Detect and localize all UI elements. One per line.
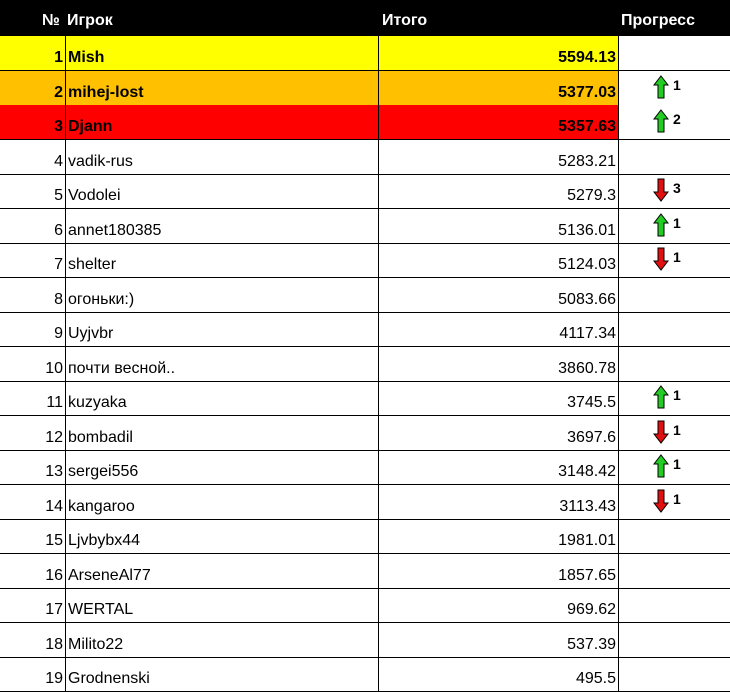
player-cell-text: Uyjvbr: [68, 325, 114, 342]
player-cell: [65, 554, 378, 588]
arrow-down-icon: [653, 420, 669, 444]
rank-cell-text: 11: [46, 394, 63, 411]
player-cell-text: shelter: [68, 256, 117, 273]
rank-cell-text: 14: [45, 498, 63, 515]
total-cell-text: 5124.03: [558, 256, 616, 273]
progress-value: 1: [673, 249, 681, 265]
progress-cell: [618, 105, 730, 139]
table-row: [0, 450, 730, 485]
table-row: [0, 588, 730, 623]
player-cell: [65, 278, 378, 312]
arrow-up-icon: [653, 109, 669, 133]
total-cell-text: 3745.5: [567, 394, 616, 411]
rank-cell: [0, 588, 65, 622]
player-cell-text: огоньки:): [68, 291, 135, 308]
player-cell-text: mihej-lost: [68, 84, 144, 101]
total-cell-text: 969.62: [567, 601, 616, 618]
arrow-up-icon: [653, 213, 669, 237]
total-cell-text: 5136.01: [558, 222, 616, 239]
rank-cell: [0, 243, 65, 277]
player-cell: [65, 174, 378, 208]
rank-cell-text: 2: [54, 84, 63, 101]
progress-cell: [618, 347, 730, 381]
total-cell: [378, 519, 618, 553]
player-cell: [65, 71, 378, 105]
player-cell-text: Ljvbybx44: [68, 532, 141, 549]
total-cell-text: 5083.66: [558, 291, 616, 308]
table-row: [0, 140, 730, 175]
table-row: [0, 71, 730, 106]
player-cell-text: vadik-rus: [68, 153, 133, 170]
rank-cell: [0, 174, 65, 208]
rank-cell-text: 8: [54, 291, 63, 308]
player-cell-text: Grodnenski: [68, 670, 150, 687]
progress-cell: [618, 588, 730, 622]
progress-value: 1: [673, 456, 681, 472]
rank-cell: [0, 416, 65, 450]
table-row: [0, 209, 730, 244]
rank-cell: [0, 519, 65, 553]
player-cell: [65, 36, 378, 70]
total-cell-text: 5377.03: [558, 84, 616, 101]
player-cell: [65, 450, 378, 484]
progress-cell: [618, 416, 730, 450]
total-cell-text: 1857.65: [558, 567, 616, 584]
total-cell-text: 1981.01: [558, 532, 616, 549]
total-cell-text: 4117.34: [559, 325, 616, 342]
total-cell: [378, 485, 618, 519]
player-cell-text: WERTAL: [68, 601, 134, 618]
player-cell-text: Vodolei: [68, 187, 121, 204]
rank-cell: [0, 209, 65, 243]
arrow-down-icon: [653, 489, 669, 513]
player-cell: [65, 209, 378, 243]
table-row: [0, 416, 730, 451]
progress-value: 1: [673, 491, 681, 507]
progress-cell: [618, 623, 730, 657]
progress-cell: [618, 381, 730, 415]
total-cell: [378, 174, 618, 208]
rank-cell: [0, 450, 65, 484]
progress-cell: [618, 519, 730, 553]
total-cell: [378, 71, 618, 105]
rank-cell: [0, 554, 65, 588]
total-cell-text: 3148.42: [558, 463, 616, 480]
rank-cell-text: 6: [54, 222, 63, 239]
progress-cell: [618, 554, 730, 588]
rank-cell-text: 4: [54, 153, 63, 170]
rank-cell-text: 15: [45, 532, 63, 549]
progress-cell: [618, 278, 730, 312]
rank-cell-text: 17: [45, 601, 63, 618]
rank-cell: [0, 623, 65, 657]
player-cell: [65, 519, 378, 553]
player-cell: [65, 347, 378, 381]
progress-cell: [618, 71, 730, 105]
total-cell-text: 537.39: [567, 636, 616, 653]
rank-cell-text: 16: [45, 567, 63, 584]
table-row: [0, 381, 730, 416]
total-cell-text: 495.5: [575, 670, 616, 687]
player-cell-text: Djann: [68, 118, 113, 135]
rank-cell: [0, 657, 65, 691]
header-total: Итого: [382, 12, 428, 29]
rank-cell: [0, 278, 65, 312]
arrow-down-icon: [653, 178, 669, 202]
progress-cell: [618, 140, 730, 174]
player-cell: [65, 140, 378, 174]
total-cell: [378, 588, 618, 622]
table-row: [0, 519, 730, 554]
progress-cell: [618, 174, 730, 208]
arrow-up-icon: [653, 454, 669, 478]
rank-cell-text: 5: [54, 187, 63, 204]
player-cell: [65, 485, 378, 519]
table-row: [0, 105, 730, 140]
rank-cell-text: 10: [45, 360, 63, 377]
rank-cell-text: 13: [45, 463, 63, 480]
total-cell: [378, 140, 618, 174]
player-cell-text: annet180385: [68, 222, 162, 239]
total-cell-text: 5283.21: [558, 153, 616, 170]
rank-cell-text: 7: [54, 256, 63, 273]
total-cell: [378, 657, 618, 691]
total-cell-text: 5357.63: [558, 118, 616, 135]
total-cell-text: 5279.3: [567, 187, 616, 204]
table-row: [0, 312, 730, 347]
player-cell: [65, 243, 378, 277]
rank-cell: [0, 105, 65, 139]
table-row: [0, 623, 730, 658]
table-row: [0, 36, 730, 71]
rank-cell: [0, 381, 65, 415]
player-cell-text: Milito22: [68, 636, 124, 653]
player-cell-text: kangaroo: [68, 498, 135, 515]
progress-cell: [618, 450, 730, 484]
table-header: [0, 0, 730, 36]
rank-cell-text: 1: [54, 49, 63, 66]
progress-cell: [618, 657, 730, 691]
player-cell-text: bombadil: [68, 429, 133, 446]
total-cell: [378, 105, 618, 139]
progress-value: 1: [673, 422, 681, 438]
player-cell: [65, 416, 378, 450]
rank-cell: [0, 140, 65, 174]
header-player: Игрок: [67, 12, 113, 29]
progress-value: 1: [673, 77, 681, 93]
table-row: [0, 657, 730, 692]
progress-value: 3: [673, 180, 681, 196]
rank-cell-text: 3: [54, 118, 63, 135]
total-cell: [378, 554, 618, 588]
arrow-up-icon: [653, 75, 669, 99]
arrow-up-icon: [653, 385, 669, 409]
player-cell-text: sergei556: [68, 463, 139, 480]
total-cell: [378, 416, 618, 450]
arrow-down-icon: [653, 247, 669, 271]
rank-cell: [0, 71, 65, 105]
rank-cell: [0, 485, 65, 519]
player-cell: [65, 623, 378, 657]
table-row: [0, 347, 730, 382]
rank-cell: [0, 312, 65, 346]
progress-cell: [618, 485, 730, 519]
player-cell: [65, 105, 378, 139]
total-cell: [378, 278, 618, 312]
player-cell: [65, 312, 378, 346]
rank-cell: [0, 347, 65, 381]
player-cell-text: Mish: [68, 49, 105, 66]
header-number: №: [42, 12, 60, 29]
player-cell-text: kuzyaka: [68, 394, 127, 411]
total-cell: [378, 347, 618, 381]
rank-cell-text: 19: [45, 670, 63, 687]
total-cell: [378, 450, 618, 484]
player-cell-text: почти весной..: [68, 360, 176, 377]
table-row: [0, 278, 730, 313]
player-cell: [65, 381, 378, 415]
player-cell-text: ArseneAl77: [68, 567, 151, 584]
total-cell-text: 5594.13: [558, 49, 616, 66]
total-cell: [378, 36, 618, 70]
total-cell: [378, 243, 618, 277]
total-cell: [378, 209, 618, 243]
progress-cell: [618, 243, 730, 277]
rank-cell-text: 12: [45, 429, 63, 446]
progress-cell: [618, 209, 730, 243]
progress-cell: [618, 312, 730, 346]
total-cell: [378, 312, 618, 346]
rank-cell-text: 18: [45, 636, 63, 653]
table-row: [0, 243, 730, 278]
header-progress: Прогресс: [621, 12, 695, 29]
total-cell: [378, 623, 618, 657]
rank-cell: [0, 36, 65, 70]
table-row: [0, 485, 730, 520]
total-cell-text: 3697.6: [567, 429, 616, 446]
progress-cell: [618, 36, 730, 70]
rank-cell-text: 9: [54, 325, 63, 342]
total-cell-text: 3113.43: [559, 498, 616, 515]
total-cell: [378, 381, 618, 415]
table-row: [0, 174, 730, 209]
progress-value: 1: [673, 387, 681, 403]
table-row: [0, 554, 730, 589]
progress-value: 1: [673, 215, 681, 231]
player-cell: [65, 657, 378, 691]
player-cell: [65, 588, 378, 622]
total-cell-text: 3860.78: [558, 360, 616, 377]
progress-value: 2: [673, 111, 681, 127]
